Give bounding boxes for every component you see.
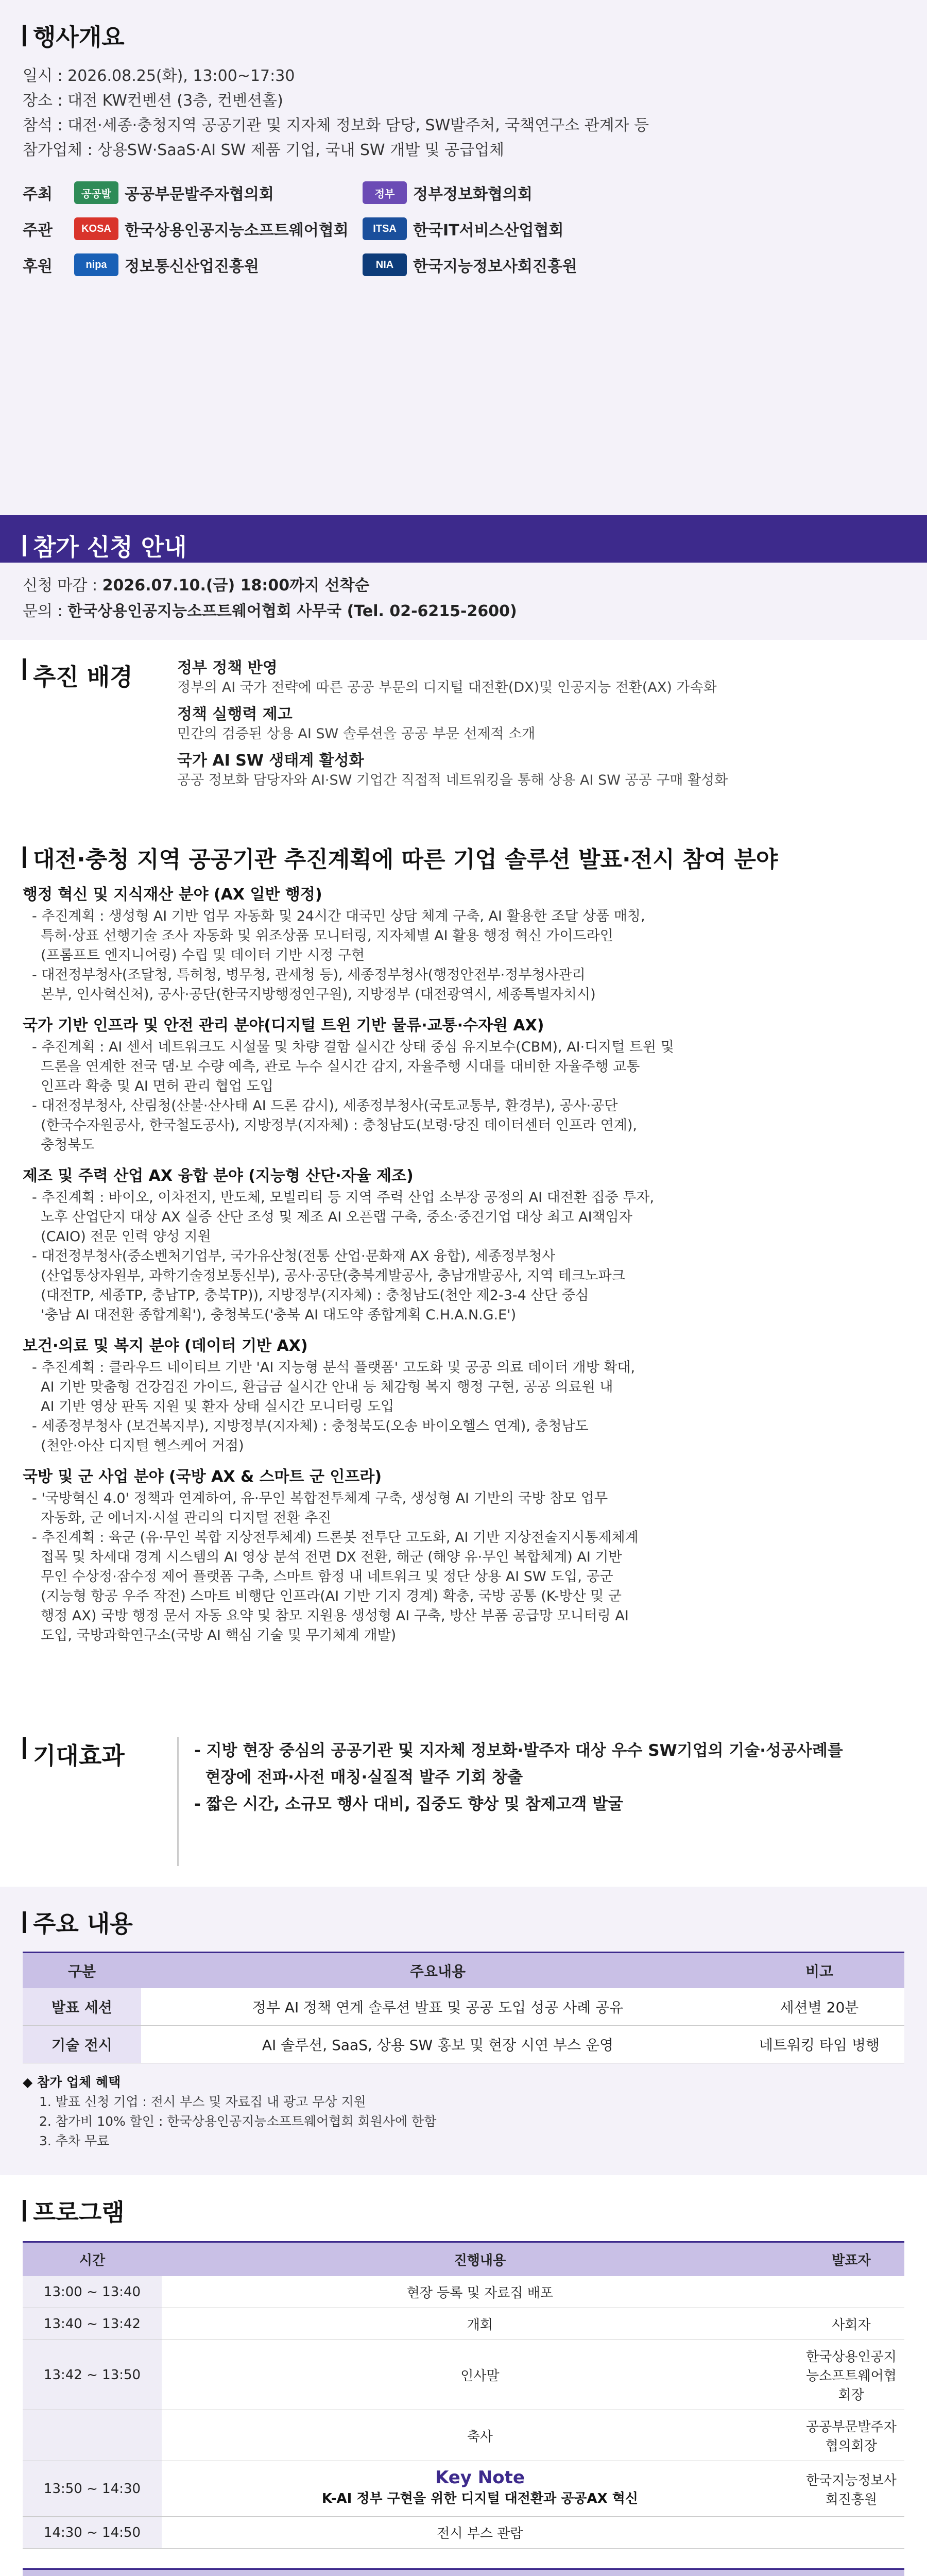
apply-title: 참가 신청 안내 [23,529,904,563]
overview-audience: 참석 : 대전·세종·충청지역 공공기관 및 지자체 정보화 담당, SW발주처, 국책연구소 관계자 등 [23,116,649,134]
field-heading: 제조 및 주력 산업 AX 융합 분야 (지능형 산단·자율 제조) [23,1167,414,1185]
col-header: 발표자 [798,2242,904,2277]
program-speaker: 사회자 [798,2308,904,2340]
program-speaker: 한국상용인공지능소프트웨어협회장 [798,2340,904,2410]
field-line: 자동화, 군 에너지·시설 관리의 디지털 전환 추진 [32,1510,332,1526]
org-logo-icon: NIA [363,253,407,276]
program-item: 축사 [467,2429,493,2445]
org-name: 정보통신산업진흥원 [125,258,259,276]
field-line: (한국수자원공사, 한국철도공사), 지방정부(지자체) : 충청남도(보령·당진 데이터센터 인프라 연계), [32,1117,637,1133]
program-table [23,2241,904,2576]
program-item: 전시 부스 관람 [437,2526,523,2541]
promo-heading: 정부 정책 반영 [177,659,278,677]
program-content [162,2308,798,2340]
fields-blocks [23,885,904,1646]
field-line: 특허·상표 선행기술 조사 자동화 및 위조상품 모니터링, 지자체별 AI 활용 행정 혁신 가이드라인 [32,928,613,944]
field-line: 도입, 국방과학연구소(국방 AI 핵심 기술 및 무기체계 개발) [32,1628,397,1643]
benefit-item: 2. 참가비 10% 할인 : 한국상용인공지능소프트웨어협회 회원사에 한함 [39,2114,437,2129]
field-line: 노후 산업단지 대상 AX 실증 산단 조성 및 제조 AI 오픈랩 구축, 중소·중견기업 대상 최고 AI책임자 [32,1209,632,1225]
field-block [23,1467,904,1646]
org-name: 한국지능정보사회진흥원 [413,258,577,276]
table-row [23,1988,904,2026]
col-header [162,2569,798,2576]
field-line: 충청북도 [32,1137,95,1153]
table-cell: 기술 전시 [23,2026,141,2063]
field-line: - 추진계획 : 육군 (유·무인 복합 지상전투체계) 드론봇 전투단 고도화, AI 기반 지상전술지시통제체계 [32,1530,639,1546]
host-role: 주최 [23,185,53,204]
field-line: - 대전정부청사(조달청, 특허청, 병무청, 관세청 등), 세종정부청사(행정안전부·정부청사관리 [32,967,586,983]
host-org [363,253,904,276]
field-line: (대전TP, 세종TP, 충남TP, 충북TP)), 지방정부(지자체) : 충청남도(천안 제2-3-4 산단 중심 [32,1287,589,1303]
org-name: 한국상용인공지능소프트웨어협회 [125,222,349,240]
program-speaker: 한국지능정보사회진흥원 [798,2461,904,2517]
program-item: 현장 등록 및 자료집 배포 [406,2285,554,2301]
promo-desc: 정부의 AI 국가 전략에 따른 공공 부문의 디지털 대전환(DX)및 인공지능 전환(AX) 가속화 [177,680,717,696]
field-line: (CAIO) 전문 인력 양성 지원 [32,1229,211,1245]
effect-list [177,1737,904,1866]
program-row [23,2308,904,2340]
field-line: 무인 수상정·잠수정 제어 플랫폼 구축, 스마트 함정 내 네트워크 및 정단 상용 AI SW 도입, 공군 [32,1569,613,1585]
program-item: 인사말 [460,2368,500,2384]
host-org [74,253,363,276]
host-role: 주관 [23,222,53,240]
field-block [23,1166,904,1325]
field-line: 본부, 인사혁신처), 공사·공단(한국지방행정연구원), 지방정부 (대전광역시, 세종특별자치시) [32,987,596,1003]
table-cell: AI 솔루션, SaaS, 상용 SW 홍보 및 현장 시연 부스 운영 [141,2026,734,2063]
apply-deadline: 신청 마감 : 2026.07.10.(금) 18:00까지 선착순 [23,577,370,595]
program-row [23,2410,904,2461]
promo-title: 추진 배경 [23,658,177,802]
effect-item: - 짧은 시간, 소규모 행사 대비, 집중도 향상 및 참제고객 발굴 [194,1795,624,1814]
table-cell: 세션별 20분 [734,1988,904,2026]
program-time [23,2410,162,2461]
org-name: 공공부문발주자협의회 [125,185,274,204]
program-speaker [798,2276,904,2308]
table-cell: 정부 AI 정책 연계 솔루션 발표 및 공공 도입 성공 사례 공유 [141,1988,734,2026]
keynote-label: Key Note [435,2467,525,2488]
overview-place: 장소 : 대전 KW컨벤션 (3층, 컨벤션홀) [23,92,283,110]
field-line: (프롬프트 엔지니어링) 수립 및 데이터 기반 시정 구현 [32,947,365,963]
field-line: - 추진계획 : 바이오, 이차전지, 반도체, 모빌리티 등 지역 주력 산업 소부장 공정의 AI 대전환 집중 투자, [32,1190,655,1206]
program-content [162,2517,798,2549]
effect-item: 현장에 전파·사전 매칭·실질적 발주 기회 창출 [194,1768,523,1787]
org-logo-icon: KOSA [74,217,118,240]
host-organizations [23,181,904,276]
promo-desc: 공공 정보화 담당자와 AI·SW 기업간 직접적 네트워킹을 통해 상용 AI SW 공공 구매 활성화 [177,772,728,788]
benefits [23,2073,904,2151]
overview-title: 행사개요 [23,19,904,53]
program-row [23,2461,904,2517]
field-block [23,885,904,1005]
program-row [23,2517,904,2549]
program-row [23,2340,904,2410]
col-header: 비고 [734,1953,904,1989]
org-name: 정부정보화협의회 [413,185,533,204]
overview-participants: 참가업체 : 상용SW·SaaS·AI SW 제품 기업, 국내 SW 개발 및 공급업체 [23,141,505,159]
field-heading: 행정 혁신 및 지식재산 분야 (AX 일반 행정) [23,886,322,904]
program-speaker [798,2517,904,2549]
event-overview-section [0,0,927,515]
program-title: 프로그램 [23,2194,904,2228]
col-header: 구분 [23,1953,141,1989]
field-heading: 국방 및 군 사업 분야 (국방 AX & 스마트 군 인프라) [23,1468,382,1486]
table-cell: 발표 세션 [23,1988,141,2026]
expected-effect-section [0,1717,927,1887]
benefits-heading: ◆ 참가 업체 혜택 [23,2075,121,2090]
program-time: 13:42 ~ 13:50 [23,2340,162,2410]
field-line: - 추진계획 : 클라우드 네이티브 기반 'AI 지능형 분석 플랫폼' 고도화 및 공공 의료 데이터 개방 확대, [32,1360,636,1376]
main-content-table [23,1952,904,2063]
field-line: 드론을 연계한 전국 댐·보 수량 예측, 관로 누수 실시간 감지, 자율주행 시대를 대비한 자율주행 교통 [32,1059,640,1075]
promo-heading: 국가 AI SW 생태계 활성화 [177,752,364,770]
main-content-section [0,1887,927,2175]
effect-item: - 지방 현장 중심의 공공기관 및 지자체 정보화·발주자 대상 우수 SW기업의 기술·성공사례를 [194,1741,843,1760]
field-line: - 추진계획 : AI 센서 네트워크도 시설물 및 차량 결함 실시간 상태 중심 유지보수(CBM), AI·디지털 트윈 및 [32,1039,674,1055]
field-line: (지능형 항공 우주 작전) 스마트 비행단 인프라(AI 기반 기지 경계) 확충, 국방 공통 (K-방산 및 군 [32,1588,622,1604]
org-logo-icon: ITSA [363,217,407,240]
field-line: - 세종정부청사 (보건복지부), 지방정부(지자체) : 충청북도(오송 바이오헬스 연계), 충청남도 [32,1418,589,1434]
apply-info [0,563,927,640]
field-block [23,1336,904,1456]
field-heading: 국가 기반 인프라 및 안전 관리 분야(디지털 트윈 기반 물류·교통·수자원 AX) [23,1016,544,1035]
main-content-title: 주요 내용 [23,1905,904,1939]
field-block [23,1016,904,1155]
col-header [798,2569,904,2576]
field-line: AI 기반 맞춤형 건강검진 가이드, 환급금 실시간 안내 등 체감형 복지 행정 구현, 공공 의료원 내 [32,1379,613,1395]
participation-fields-section [0,820,927,1717]
col-header [23,2569,162,2576]
promotion-background-section [0,640,927,820]
table-cell: 네트워킹 타임 병행 [734,2026,904,2063]
program-content [162,2461,798,2517]
field-line: 인프라 확충 및 AI 면허 관리 협업 도입 [32,1078,273,1094]
field-line: - 대전정부청사, 산림청(산불·산사태 AI 드론 감시), 세종정부청사(국토교통부, 환경부), 공사·공단 [32,1098,618,1114]
program-section [0,2175,927,2576]
promo-heading: 정책 실행력 제고 [177,705,293,723]
apply-banner [0,515,927,563]
program-time: 14:30 ~ 14:50 [23,2517,162,2549]
effect-title: 기대효과 [23,1737,177,1866]
field-line: (천안·아산 디지털 헬스케어 거점) [32,1438,244,1454]
program-content [162,2410,798,2461]
program-time: 13:40 ~ 13:42 [23,2308,162,2340]
apply-contact: 문의 : 한국상용인공지능소프트웨어협회 사무국 (Tel. 02-6215-2600) [23,602,517,620]
program-time: 13:00 ~ 13:40 [23,2276,162,2308]
table-row [23,2026,904,2063]
host-org [363,217,904,240]
host-org [74,181,363,204]
col-header: 진행내용 [162,2242,798,2277]
keynote-title: K-AI 정부 구현을 위한 디지털 대전환과 공공AX 혁신 [321,2491,638,2506]
host-role: 후원 [23,258,53,276]
program-content [162,2276,798,2308]
benefit-item: 3. 추차 무료 [39,2133,110,2148]
field-line: 접목 및 차세대 경계 시스템의 AI 영상 분석 전면 DX 전환, 해군 (해양 유·무인 복합체계) AI 기반 [32,1549,622,1565]
fields-title: 대전·충청 지역 공공기관 추진계획에 따른 기업 솔루션 발표·전시 참여 분야 [23,841,904,874]
program-content [162,2340,798,2410]
col-header: 시간 [23,2242,162,2277]
org-name: 한국IT서비스산업협회 [413,222,564,240]
host-org [363,181,904,204]
field-line: AI 기반 영상 판독 지원 및 환자 상태 실시간 모니터링 도입 [32,1399,394,1415]
program-time: 13:50 ~ 14:30 [23,2461,162,2517]
field-line: '충남 AI 대전환 종합계획'), 충청북도('충북 AI 대도약 종합계획 C.H.A.N.G.E') [32,1307,517,1323]
field-heading: 보건·의료 및 복지 분야 (데이터 기반 AX) [23,1337,308,1355]
field-line: - '국방혁신 4.0' 정책과 연계하여, 유·무인 복합전투체계 구축, 생성형 AI 기반의 국방 참모 업무 [32,1490,608,1506]
program-speaker: 공공부문발주자협의회장 [798,2410,904,2461]
field-line: - 대전정부청사(중소벤처기업부, 국가유산청(전통 산업·문화재 AX 융합), 세종정부청사 [32,1248,556,1264]
promo-desc: 민간의 검증된 상용 AI SW 솔루션을 공공 부문 선제적 소개 [177,726,536,742]
field-line: - 추진계획 : 생성형 AI 기반 업무 자동화 및 24시간 대국민 상담 체계 구축, AI 활용한 조달 상품 매칭, [32,908,645,924]
field-line: 행정 AX) 국방 행정 문서 자동 요약 및 참모 지원용 생성형 AI 구축, 방산 부품 공급망 모니터링 AI [32,1608,629,1624]
overview-lines [23,64,904,163]
promo-list [177,658,904,802]
org-logo-icon: 공공발 [74,181,118,204]
host-org [74,217,363,240]
program-item: 개회 [467,2317,493,2333]
col-header: 주요내용 [141,1953,734,1989]
field-line: (산업통상자원부, 과학기술정보통신부), 공사·공단(충북계발공사, 충남개발공사, 지역 테크노파크 [32,1268,625,1284]
benefit-item: 1. 발표 신청 기업 : 전시 부스 및 자료집 내 광고 무상 지원 [39,2094,366,2109]
org-logo-icon: 정부 [363,181,407,204]
program-row [23,2276,904,2308]
org-logo-icon: nipa [74,253,118,276]
overview-date: 일시 : 2026.08.25(화), 13:00~17:30 [23,67,295,85]
